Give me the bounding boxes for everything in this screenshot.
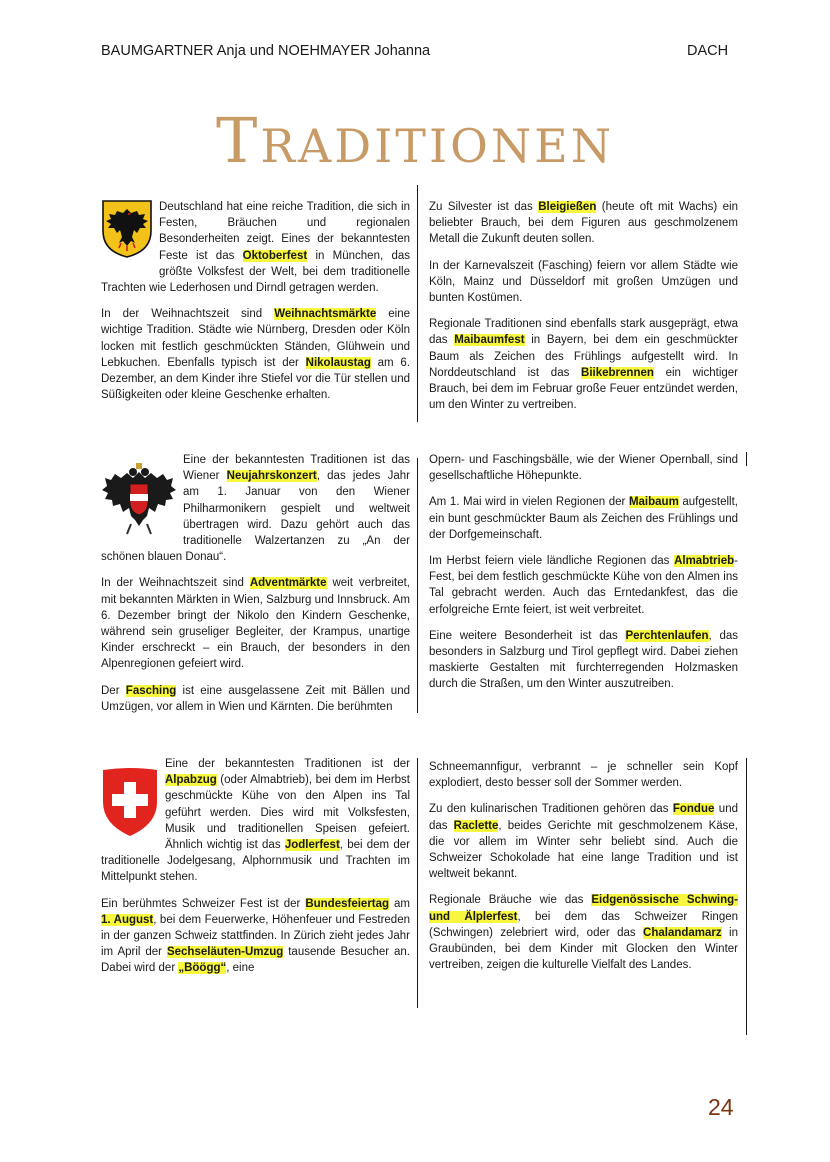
highlight-term: Oktoberfest [242,249,308,262]
germany-left-paragraph-2: In der Weihnachtszeit sind Weihnachtsmärkte eine wichtige Tradition. Städte wie Nürnberg, Dresden oder Köln locken mit festlich geschmückten Ständen, Glühwein und Lebkuchen. Ebenfalls typisch ist der Nikolaustag am 6. Dezember, an dem Kinder ihre Stiefel vor die Tür stellen und Süßigkeiten oder kleine Geschenke erhalten. [101,308,410,402]
highlight-term: Fondue [672,803,715,816]
header-region: DACH [687,43,729,59]
germany-right-paragraph-2: In der Karnevalszeit (Fasching) feiern vor allem Städte wie Köln, Mainz und Düsseldorf mit großen Umzügen und bunten Kostümen. [429,259,738,305]
highlight-term: Bundesfeiertag [305,897,390,910]
highlight-term: Eidgenössische Schwing- und Älplerfest [429,894,738,923]
austria-left-paragraph-3: Der Fasching ist eine ausgelassene Zeit mit Bällen und Umzügen, vor allem in Wien und Kärnten. Die berühmten [101,684,410,713]
highlight-term: Alpabzug [165,774,217,787]
highlight-term: Weihnachtsmärkte [274,308,377,321]
highlight-term: 1. August [101,913,154,926]
page-number: 24 [708,1094,734,1120]
switzerland-left-paragraph-1: Eine der bekanntesten Traditionen ist der Alpabzug (oder Almabtrieb), bei dem im Herbst geschmückte Kühe von den Alpen ins Tal geführt werden. Dies wird mit Volksfesten, Musik und traditionellen Speisen gefeiert. Ähnlich wichtig ist das Jodlerfest, bei dem der traditionelle Jodelgesang, Alphornmusik und Trachten im Mittelpunkt stehen. [101,758,410,884]
highlight-term: Fasching [125,684,177,697]
austria-left-column [101,452,410,725]
switzerland-right-paragraph-1: Schneemannfigur, verbrannt – je schneller sein Kopf explodiert, desto besser soll der Sommer werden. [429,761,738,790]
switzerland-left-column [101,756,410,987]
germany-coat-of-arms-icon [101,199,153,264]
highlight-term: Adventmärkte [249,577,327,590]
column-divider [417,458,418,713]
austria-right-paragraph-3: Im Herbst feiern viele ländliche Regionen das Almabtrieb-Fest, bei dem festlich geschmückte Kühe von den Almen ins Tal gebracht werden. Auch das Erntedankfest, das die erfolgreiche Ernte feiert, ist weit verbreitet. [429,555,738,616]
switzerland-right-column [429,759,738,983]
highlight-term: Maibaumfest [454,334,525,347]
austria-left-paragraph-1: Eine der bekanntesten Traditionen ist das Wiener Neujahrskonzert, das jedes Jahr am 1. Januar von den Wiener Philharmonikern gespielt und weltweit übertragen wird. Dazu gehört auch das traditionelle Walzertanzen zu „An der schönen blauen Donau“. [101,454,410,564]
germany-right-paragraph-3: Regionale Traditionen sind ebenfalls stark ausgeprägt, etwa das Maibaumfest in Bayern, bei dem ein geschmückter Baum als Zeichen des Frühlings aufgestellt wird. In Norddeutschland ist das Biikebrennen ein wichtiger Brauch, bei dem im Februar große Feuer entzündet werden, um den Winter zu vertreiben. [429,318,738,412]
highlight-term: Sechseläuten-Umzug [166,946,284,959]
austria-right-paragraph-4: Eine weitere Besonderheit ist das Perchtenlaufen, das besonders in Salzburg und Tirol gepflegt wird. Dabei ziehen maskierte Gestalten mit furchterregenden Holzmasken durch die Straßen, um den Winter auszutreiben. [429,629,738,691]
page-title [0,104,830,177]
highlight-term: Neujahrskonzert [226,470,317,483]
header-authors: BAUMGARTNER Anja und NOEHMAYER Johanna [101,43,431,59]
austria-left-paragraph-2: In der Weihnachtszeit sind Adventmärkte weit verbreitet, mit bekannten Märkten in Wien, Salzburg und Innsbruck. Am 6. Dezember bringt der Nikolo den Kindern Geschenke, während sein gruseliger Begleiter, der Krampus, unartige Kinder erschreckt – ein Brauch, der besonders in den Alpenregionen gefeiert wird. [101,577,410,671]
title-first-letter: T [216,104,261,177]
switzerland-shield-icon [101,766,159,843]
switzerland-right-paragraph-2: Zu den kulinarischen Traditionen gehören das Fondue und das Raclette, beides Gerichte mit geschmolzenem Käse, die vor allem im Winter sehr beliebt sind. Auch die Schweizer Schokolade hat eine lange Tradition und ist weltweit bekannt. [429,803,738,881]
germany-left-column [101,199,410,413]
austria-coat-of-arms-icon [101,460,177,545]
germany-right-paragraph-1: Zu Silvester ist das Bleigießen (heute oft mit Wachs) ein beliebter Brauch, bei dem Figuren aus geschmolzenem Metall die Zukunft deuten sollen. [429,201,738,246]
switzerland-left-paragraph-2: Ein berühmtes Schweizer Fest ist der Bundesfeiertag am 1. August, bei dem Feuerwerke, Höhenfeuer und Festreden in der ganzen Schweiz stattfinden. In Zürich zieht jedes Jahr im April der Sechseläuten-Umzug tausende Besucher an. Dabei wird der „Böögg“, eine [101,897,410,975]
austria-right-paragraph-1: Opern- und Faschingsbälle, wie der Wiener Opernball, sind gesellschaftliche Höhepunkte. [429,454,738,483]
highlight-term: Jodlerfest [284,839,340,852]
highlight-term: Almabtrieb [674,555,735,568]
column-divider [746,452,747,466]
highlight-term: Perchtenlaufen [625,629,709,642]
austria-right-column [429,452,738,703]
highlight-term: Chalandamarz [643,926,722,939]
austria-right-paragraph-2: Am 1. Mai wird in vielen Regionen der Maibaum aufgestellt, ein bunt geschmückter Baum als Zeichen des Frühlings und der Dorfgemeinschaft. [429,496,738,541]
highlight-term: Biikebrennen [581,366,654,379]
column-divider [746,758,747,1035]
germany-right-column [429,199,738,423]
highlight-term: Maibaum [628,496,679,509]
switzerland-right-paragraph-3: Regionale Bräuche wie das Eidgenössische Schwing- und Älplerfest, bei dem das Schweizer Ringen (Schwingen) zelebriert wird, oder das Chalandamarz in Graubünden, bei dem Kinder mit Glocken den Winter vertreiben, zeigen die kulturelle Vielfalt des Landes. [429,894,739,972]
highlight-term: „Böögg“ [178,962,227,975]
highlight-term: Bleigießen [538,201,597,213]
column-divider [417,758,418,1008]
column-divider [417,185,418,422]
highlight-term: Nikolaustag [305,356,371,369]
germany-left-paragraph-1: Deutschland hat eine reiche Tradition, die sich in Festen, Bräuchen und regionalen Besonderheiten zeigt. Eines der bekanntesten Feste ist das Oktoberfest in München, das größte Volksfest der Welt, bei dem traditionelle Trachten wie Lederhosen und Dirndl getragen werden. [101,201,410,295]
highlight-term: Raclette [453,819,499,832]
title-rest: RADITIONEN [260,119,614,173]
